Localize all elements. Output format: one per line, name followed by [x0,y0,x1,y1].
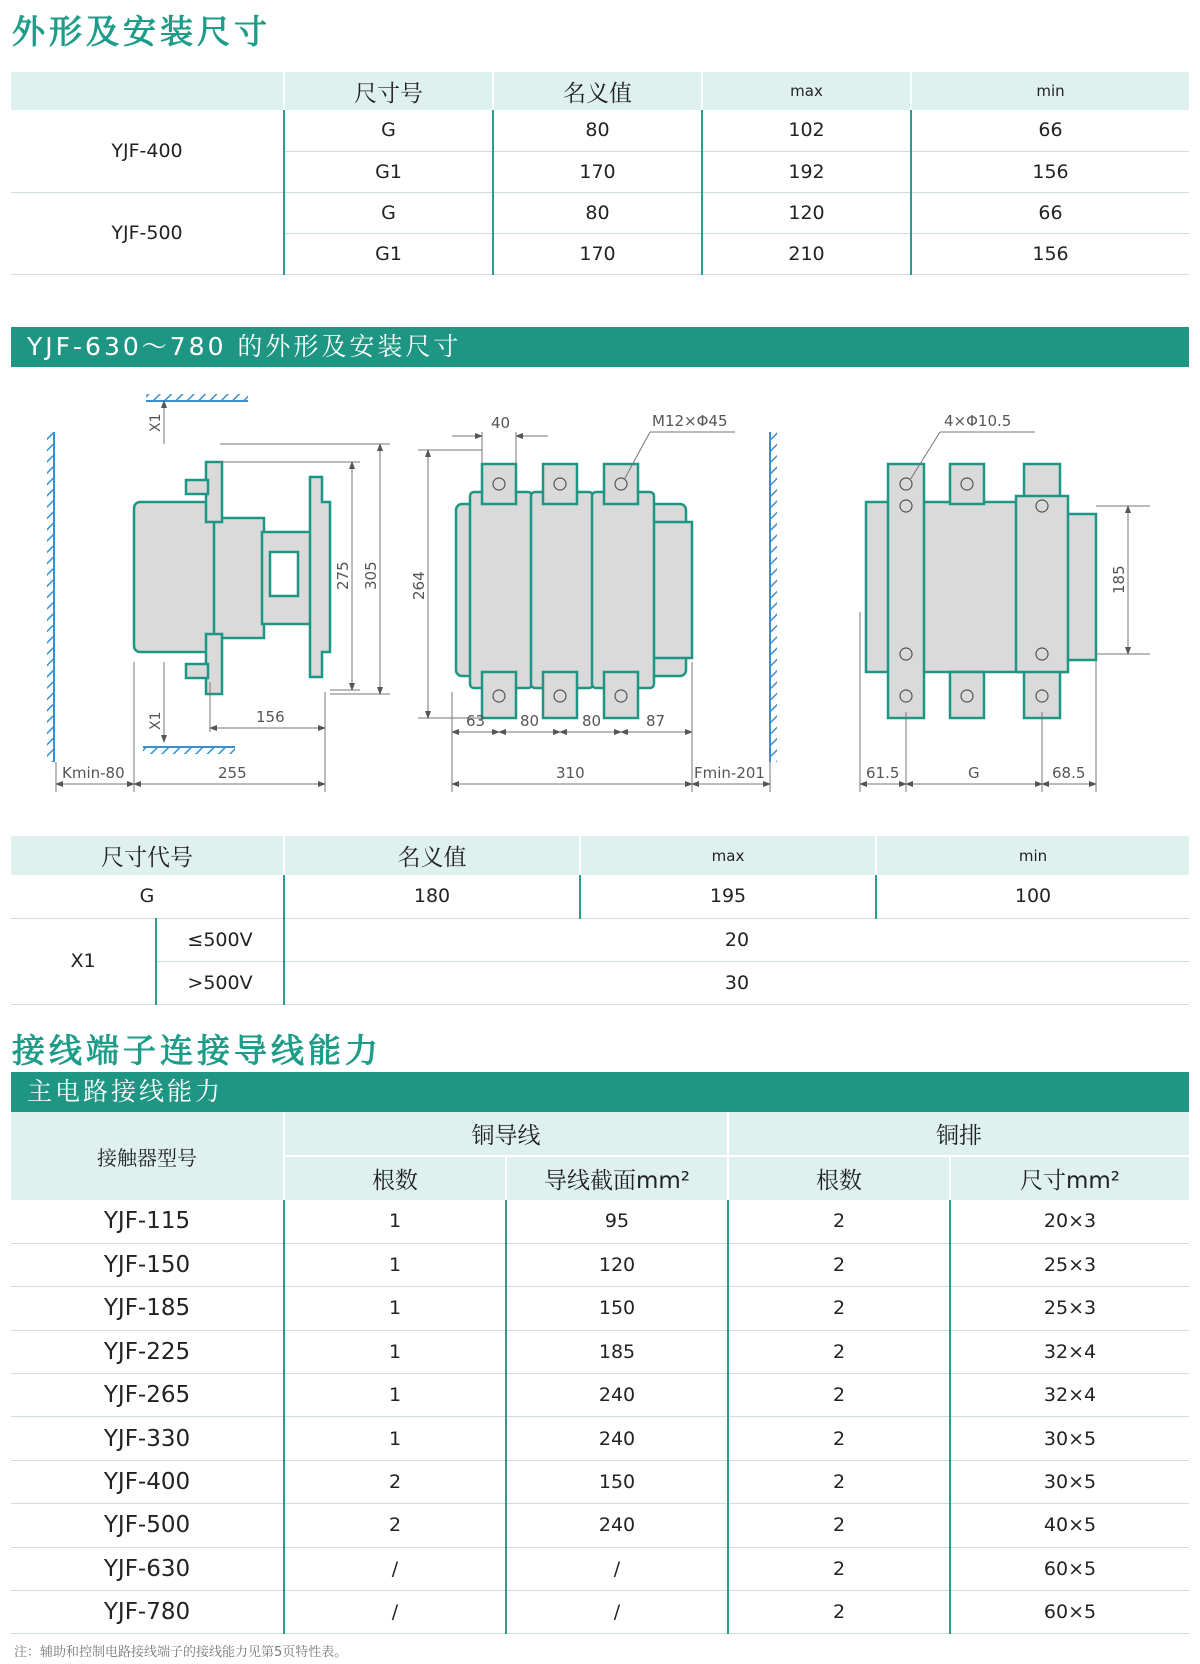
table-row [11,1460,1189,1503]
header-size: 尺寸mm² [950,1156,1189,1200]
model-cell: YJF-185 [11,1287,284,1330]
model-cell: YJF-150 [11,1243,284,1286]
label-305: 305 [362,561,380,590]
label-hole: 4×Φ10.5 [944,412,1012,430]
bar-size-cell: 20×3 [950,1200,1189,1243]
bar-count-cell: 2 [728,1374,950,1417]
label-40: 40 [491,414,511,432]
section3-title: 接线端子连接导线能力 [12,1031,382,1070]
dimension-table-2 [11,836,1189,1005]
header-size-no: 尺寸号 [284,72,493,110]
wire-section-cell: 150 [506,1460,728,1503]
nominal-cell: 170 [493,151,702,192]
side-view [134,462,330,694]
table-row [11,1200,1189,1243]
table-row [11,1243,1189,1286]
x1-cell: X1 [11,918,156,1004]
wall-hatch-top [146,394,248,401]
bar-size-cell: 40×5 [950,1504,1189,1547]
wire-section-cell: / [506,1591,728,1634]
front-view [456,464,692,718]
max-cell: 210 [702,233,911,274]
label-255: 255 [218,764,247,782]
bar-size-cell: 25×3 [950,1243,1189,1286]
wire-section-cell: 150 [506,1287,728,1330]
size-cell: G1 [284,151,493,192]
max-cell: 195 [580,875,876,918]
header-nominal: 名义值 [493,72,702,110]
nominal-cell: 180 [284,875,580,918]
table-row [11,875,1189,918]
label-80a: 80 [520,712,540,730]
label-264: 264 [410,571,428,600]
table-row [11,1591,1189,1634]
model-cell: YJF-500 [11,192,284,274]
section1-title: 外形及安装尺寸 [12,12,271,51]
model-cell: YJF-400 [11,110,284,192]
bar-size-cell: 60×5 [950,1547,1189,1590]
wiring-table [11,1112,1189,1634]
bar-count-cell: 2 [728,1330,950,1373]
wall-hatch-bottom [143,747,235,754]
bar-count-cell: 2 [728,1547,950,1590]
min-cell: 66 [911,192,1189,233]
label-310: 310 [556,764,585,782]
voltage-cell: ≤500V [156,918,284,961]
model-cell: YJF-630 [11,1547,284,1590]
min-cell: 156 [911,233,1189,274]
header-model: 接触器型号 [11,1112,284,1200]
wire-count-cell: 1 [284,1287,506,1330]
wire-section-cell: 240 [506,1504,728,1547]
model-cell: YJF-330 [11,1417,284,1460]
bar-count-cell: 2 [728,1287,950,1330]
label-fmin: Fmin-201 [694,764,765,782]
label-87: 87 [646,712,666,730]
header-size-code: 尺寸代号 [11,836,284,875]
label-68-5: 68.5 [1052,764,1086,782]
table-row [11,918,1189,961]
bar-count-cell: 2 [728,1591,950,1634]
x1-value-cell: 30 [284,961,1189,1004]
bar-count-cell: 2 [728,1200,950,1243]
header-max: max [702,72,911,110]
top-view [866,464,1096,718]
label-x1-bottom: X1 [148,711,164,730]
min-cell: 66 [911,110,1189,151]
dimension-drawing [0,372,1200,812]
header-copper-wire: 铜导线 [284,1112,728,1156]
table-row [11,1417,1189,1460]
nominal-cell: 80 [493,192,702,233]
header-section: 导线截面mm² [506,1156,728,1200]
label-kmin: Kmin-80 [62,764,125,782]
table-row [11,1547,1189,1590]
header-min: min [911,72,1189,110]
model-cell: YJF-780 [11,1591,284,1634]
nominal-cell: 170 [493,233,702,274]
table-row [11,1504,1189,1547]
nominal-cell: 80 [493,110,702,151]
model-cell: YJF-265 [11,1374,284,1417]
wire-count-cell: 1 [284,1330,506,1373]
footnote: 注：辅助和控制电路接线端子的接线能力见第5页特性表。 [14,1645,348,1660]
bar-count-cell: 2 [728,1243,950,1286]
label-80b: 80 [582,712,602,730]
table-row [11,192,1189,233]
table-row [11,1374,1189,1417]
voltage-cell: >500V [156,961,284,1004]
bar-size-cell: 25×3 [950,1287,1189,1330]
header-min: min [876,836,1189,875]
wire-count-cell: / [284,1591,506,1634]
wire-section-cell: / [506,1547,728,1590]
wire-section-cell: 240 [506,1417,728,1460]
wire-section-cell: 120 [506,1243,728,1286]
bar-size-cell: 60×5 [950,1591,1189,1634]
section3-bar-title: 主电路接线能力 [11,1072,1189,1112]
wire-count-cell: 1 [284,1200,506,1243]
label-156: 156 [256,708,285,726]
wire-section-cell: 185 [506,1330,728,1373]
wall-hatch-left [47,432,54,762]
table-row [11,961,1189,1004]
bar-size-cell: 30×5 [950,1417,1189,1460]
max-cell: 102 [702,110,911,151]
bar-size-cell: 32×4 [950,1374,1189,1417]
wire-count-cell: 2 [284,1460,506,1503]
max-cell: 192 [702,151,911,192]
label-61-5: 61.5 [866,764,900,782]
wire-count-cell: 1 [284,1417,506,1460]
model-cell: YJF-115 [11,1200,284,1243]
model-cell: YJF-225 [11,1330,284,1373]
table-row [11,1330,1189,1373]
label-63: 63 [466,712,486,730]
x1-value-cell: 20 [284,918,1189,961]
wall-hatch-right [770,432,777,762]
bar-size-cell: 30×5 [950,1460,1189,1503]
wire-count-cell: 2 [284,1504,506,1547]
dimension-table-1 [11,72,1189,275]
wire-count-cell: 1 [284,1243,506,1286]
max-cell: 120 [702,192,911,233]
min-cell: 100 [876,875,1189,918]
code-cell: G [11,875,284,918]
size-cell: G [284,192,493,233]
model-cell: YJF-400 [11,1460,284,1503]
min-cell: 156 [911,151,1189,192]
wire-section-cell: 95 [506,1200,728,1243]
bar-count-cell: 2 [728,1504,950,1547]
wire-section-cell: 240 [506,1374,728,1417]
header-blank [11,72,284,110]
label-m12: M12×Φ45 [652,412,728,430]
wire-count-cell: / [284,1547,506,1590]
header-copper-bar: 铜排 [728,1112,1189,1156]
label-g: G [968,764,980,782]
bar-size-cell: 32×4 [950,1330,1189,1373]
size-cell: G [284,110,493,151]
bar-count-cell: 2 [728,1417,950,1460]
model-cell: YJF-500 [11,1504,284,1547]
label-275: 275 [334,561,352,590]
size-cell: G1 [284,233,493,274]
header-max: max [580,836,876,875]
bar-count-cell: 2 [728,1460,950,1503]
label-185: 185 [1110,565,1128,594]
section2-bar-title: YJF-630～780 的外形及安装尺寸 [11,327,1189,367]
label-x1-top: X1 [148,413,164,432]
table-row [11,1287,1189,1330]
wire-count-cell: 1 [284,1374,506,1417]
header-count-1: 根数 [284,1156,506,1200]
header-nominal: 名义值 [284,836,580,875]
header-count-2: 根数 [728,1156,950,1200]
table-row [11,110,1189,151]
